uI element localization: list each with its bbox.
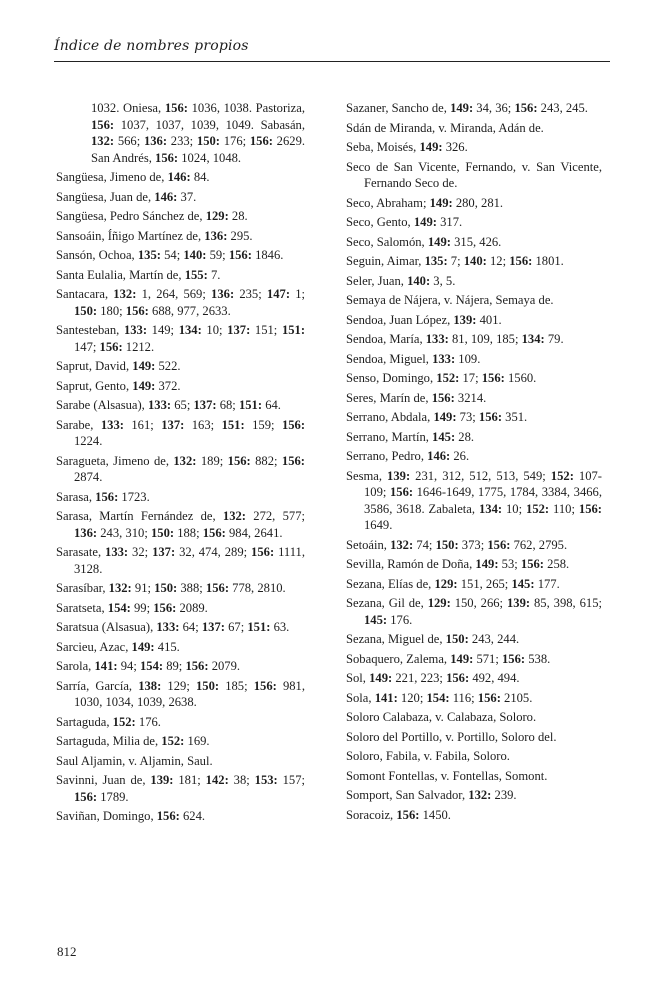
- index-entry: Santesteban, 133: 149; 134: 10; 137: 151; 151: 147; 156: 1212.: [56, 323, 306, 354]
- index-entry: Sarasíbar, 132: 91; 150: 388; 156: 778, 2810.: [56, 581, 286, 595]
- index-entry: Serrano, Pedro, 146: 26.: [346, 449, 470, 463]
- index-entry: Soracoiz, 156: 1450.: [346, 807, 451, 822]
- index-entry: Saul Aljamin, v. Aljamin, Saul.: [56, 753, 213, 768]
- index-entry: Saratsua (Alsasua), 133: 64; 137: 67; 151: 63.: [56, 620, 290, 634]
- index-entry: Sendoa, María, 133: 81, 109, 185; 134: 79.: [346, 332, 564, 346]
- index-entry: Sendoa, Miguel, 133: 109.: [346, 351, 481, 366]
- index-column-right: [346, 100, 602, 826]
- index-entry: Saviñan, Domingo, 156: 624.: [56, 809, 206, 823]
- index-entry: Sezana, Miguel de, 150: 243, 244.: [346, 632, 520, 646]
- index-column-left: [56, 100, 305, 828]
- index-entry: Sol, 149: 221, 223; 156: 492, 494.: [346, 671, 520, 685]
- index-entry: Seba, Moisés, 149: 326.: [346, 140, 468, 154]
- index-entry: Sarría, García, 138: 129; 150: 185; 156: 981, 1030, 1034, 1039, 2638.: [56, 678, 306, 709]
- index-entry: Sartaguda, Milia de, 152: 169.: [56, 734, 210, 748]
- index-entry: Sezana, Gil de, 129: 150, 266; 139: 85, 398, 615; 145: 176.: [346, 596, 603, 627]
- index-entry: Saprut, David, 149: 522.: [56, 359, 181, 373]
- page-number: 812: [57, 944, 77, 959]
- index-entry: Sezana, Elías de, 129: 151, 265; 145: 177.: [346, 576, 560, 591]
- index-entry: Saragueta, Jimeno de, 132: 189; 156: 882; 156: 2874.: [56, 453, 305, 484]
- index-entry: Seco de San Vicente, Fernando, v. San Vicente, Fernando Seco de.: [346, 159, 602, 190]
- index-entry: Soloro del Portillo, v. Portillo, Soloro del.: [346, 729, 557, 744]
- index-entry: Sesma, 139: 231, 312, 512, 513, 549; 152: 107-109; 156: 1646-1649, 1775, 1784, 3384, 3466, 3586, 3618. Zabaleta, 134: 10; 152: 110; 156: 1649.: [346, 468, 602, 532]
- header-rule: [54, 61, 610, 62]
- index-entry: Seco, Gento, 149: 317.: [346, 215, 463, 229]
- running-header: Índice de nombres propios: [54, 38, 249, 54]
- index-entry: Sarasa, 156: 1723.: [56, 489, 150, 504]
- index-entry: Saprut, Gento, 149: 372.: [56, 378, 181, 393]
- index-entry: Sdán de Miranda, v. Miranda, Adán de.: [346, 120, 544, 135]
- index-entry: Santa Eulalia, Martín de, 155: 7.: [56, 267, 221, 282]
- index-entry: Sazaner, Sancho de, 149: 34, 36; 156: 243, 245.: [346, 101, 588, 115]
- index-entry: Sarasa, Martín Fernández de, 132: 272, 577; 136: 243, 310; 150: 188; 156: 984, 2641.: [56, 509, 305, 540]
- index-entry: Setoáin, 132: 74; 150: 373; 156: 762, 2795.: [346, 537, 568, 552]
- index-entry: Serrano, Martín, 145: 28.: [346, 429, 475, 444]
- index-entry: Serrano, Abdala, 149: 73; 156: 351.: [346, 410, 528, 424]
- index-entry: Sangüesa, Pedro Sánchez de, 129: 28.: [56, 209, 248, 223]
- index-entry: Seco, Abraham; 149: 280, 281.: [346, 195, 504, 210]
- index-entry: 1032. Oniesa, 156: 1036, 1038. Pastoriza, 156: 1037, 1037, 1039, 1049. Sabasán, 132: 566; 136: 233; 150: 176; 156: 2629. San Andrés, 156: 1024, 1048.: [91, 101, 306, 165]
- index-entry: Somport, San Salvador, 132: 239.: [346, 788, 517, 802]
- index-entry: Sendoa, Juan López, 139: 401.: [346, 312, 502, 327]
- index-entry: Sansoáin, Íñigo Martínez de, 136: 295.: [56, 228, 253, 243]
- index-entry: Sarola, 141: 94; 154: 89; 156: 2079.: [56, 659, 241, 673]
- index-entry: Sarabe, 133: 161; 137: 163; 151: 159; 156: 1224.: [56, 417, 306, 448]
- index-entry: Sarasate, 133: 32; 137: 32, 474, 289; 156: 1111, 3128.: [56, 545, 305, 576]
- index-entry: Sarabe (Alsasua), 133: 65; 137: 68; 151: 64.: [56, 398, 281, 412]
- index-entry: Seco, Salomón, 149: 315, 426.: [346, 234, 502, 249]
- index-entry: Sobaquero, Zalema, 149: 571; 156: 538.: [346, 651, 551, 666]
- index-entry: Sartaguda, 152: 176.: [56, 714, 161, 729]
- index-entry: Sangüesa, Jimeno de, 146: 84.: [56, 170, 210, 184]
- index-entry: Sarcieu, Azac, 149: 415.: [56, 639, 180, 654]
- index-entry: Sevilla, Ramón de Doña, 149: 53; 156: 258.: [346, 557, 570, 571]
- index-entry: Seler, Juan, 140: 3, 5.: [346, 273, 456, 288]
- index-entry: Seres, Marín de, 156: 3214.: [346, 390, 487, 405]
- index-entry: Sangüesa, Juan de, 146: 37.: [56, 189, 197, 204]
- index-entry: Somont Fontellas, v. Fontellas, Somont.: [346, 768, 548, 783]
- index-entry: Soloro Calabaza, v. Calabaza, Soloro.: [346, 710, 537, 724]
- index-entry: Savinni, Juan de, 139: 181; 142: 38; 153: 157; 156: 1789.: [56, 773, 306, 804]
- index-entry: Saratseta, 154: 99; 156: 2089.: [56, 600, 208, 615]
- index-entry: Semaya de Nájera, v. Nájera, Semaya de.: [346, 293, 554, 307]
- index-entry: Sansón, Ochoa, 135: 54; 140: 59; 156: 1846.: [56, 248, 284, 262]
- index-entry: Soloro, Fabila, v. Fabila, Soloro.: [346, 749, 510, 763]
- index-entry: Seguin, Aimar, 135: 7; 140: 12; 156: 1801.: [346, 254, 564, 268]
- index-entry: Senso, Domingo, 152: 17; 156: 1560.: [346, 371, 537, 385]
- index-entry: Santacara, 132: 1, 264, 569; 136: 235; 147: 1; 150: 180; 156: 688, 977, 2633.: [56, 287, 306, 318]
- index-entry: Sola, 141: 120; 154: 116; 156: 2105.: [346, 690, 533, 705]
